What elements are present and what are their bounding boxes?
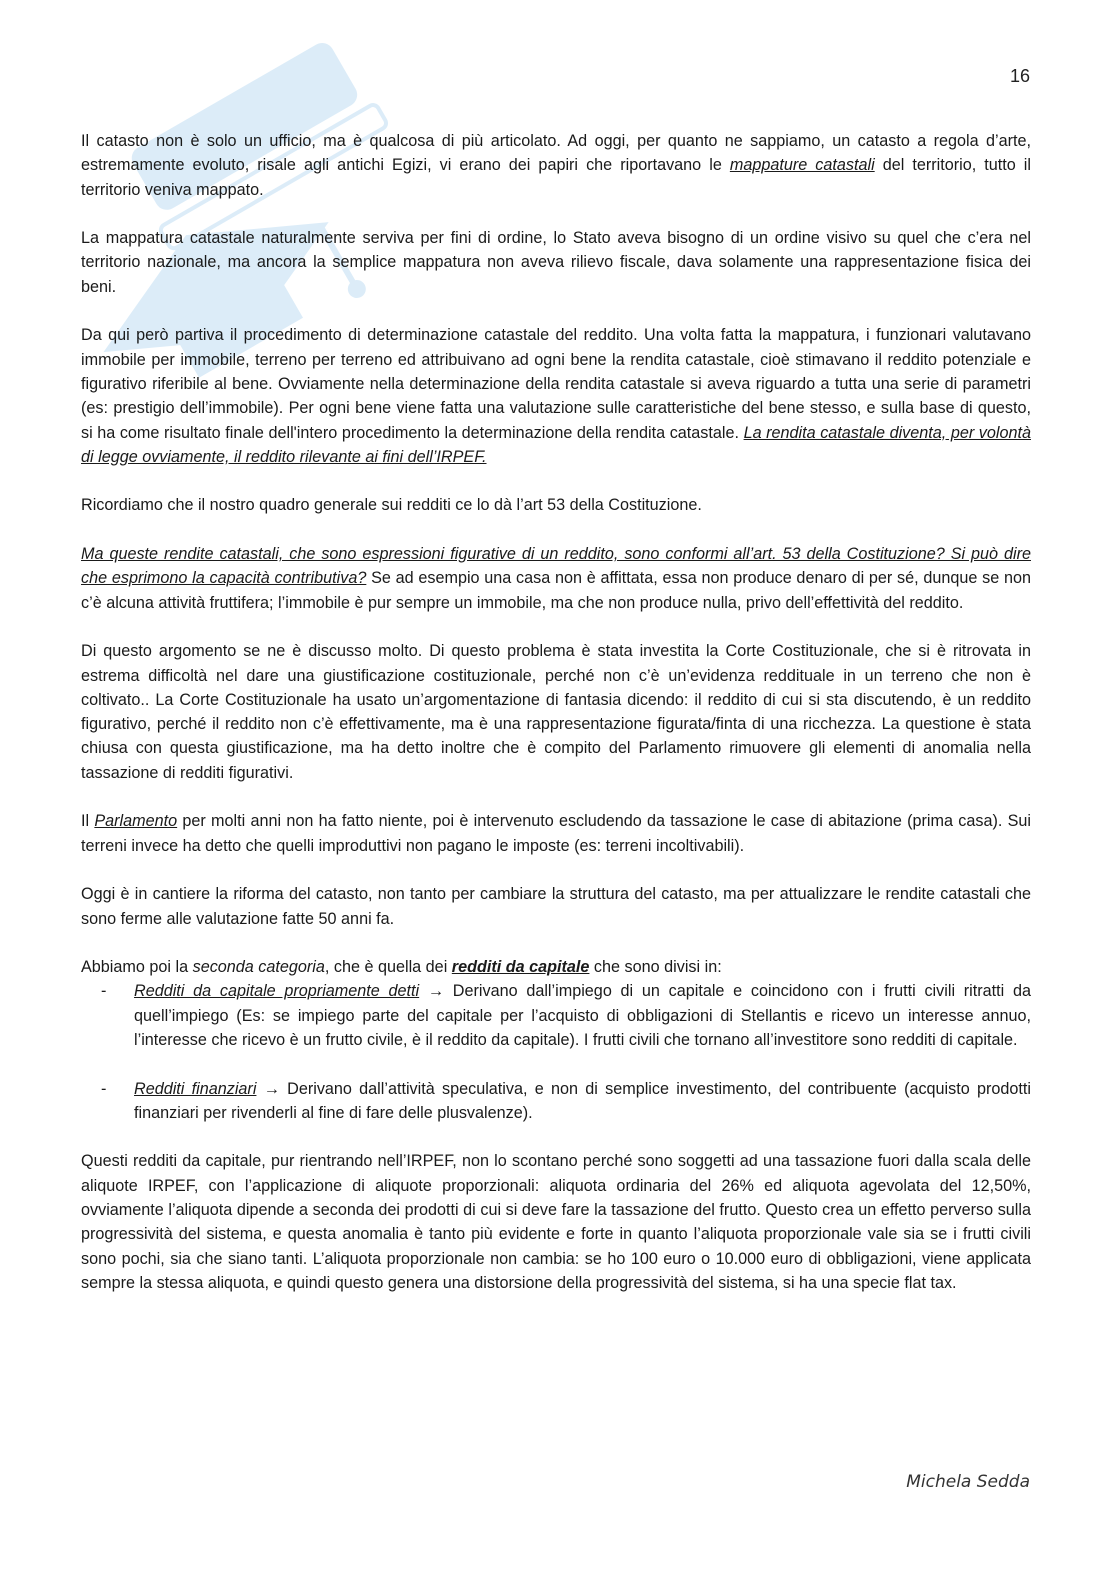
emphasis: Parlamento [94,812,178,831]
paragraph: Ma queste rendite catastali, che sono espressioni figurative di un reddito, sono conformi all’art. 53 della Costituzione? Si può dire che esprimono la capacità contributiva? Se ad esempio una casa non è affittata, essa non produce denaro di per sé, dunque se non c’è alcuna attività fruttifera; l’immobile è pur sempre un immobile, ma che non produce nulla, privo dell’effettività del reddito. [81,545,1032,612]
document-body [81,129,1031,1320]
page-number: 16 [1009,66,1030,86]
emphasis: redditi da capitale [451,958,590,977]
list-item-title: Redditi da capitale propriamente detti [134,982,420,1001]
paragraph: La mappatura catastale naturalmente serviva per fini di ordine, lo Stato aveva bisogno di un ordine visivo su quel che c’era nel territorio nazionale, ma ancora la semplice mappatura non aveva rilievo fiscale, dava solamente una rappresentazione fisica dei beni. [81,229,1031,296]
paragraph: Abbiamo poi la seconda categoria, che è quella dei redditi da capitale che sono divisi in: [81,958,722,977]
list-item: - Redditi finanziari → Derivano dall’attività speculativa, e non di semplice investimento, del contribuente (acquisto prodotti finanziari per rivenderli al fine di fare delle plusvalenze). [101,1079,1031,1122]
emphasis: La rendita catastale diventa, per volontà di legge ovviamente, il reddito rilevante ai fini dell’IRPEF. [81,423,1031,466]
paragraph: Oggi è in cantiere la riforma del catasto, non tanto per cambiare la struttura del catasto, ma per attualizzare le rendite catastali che sono ferme alle valutazione fatte 50 anni fa. [81,885,1031,928]
paragraph: Il Parlamento per molti anni non ha fatto niente, poi è intervenuto escludendo da tassazione le case di abitazione (prima casa). Sui terreni invece ha detto che quelli improduttivi non pagano le imposte (es: terreni incoltivabili). [81,812,1032,855]
author-signature: Michela Sedda [906,1472,1030,1492]
paragraph: Ricordiamo che il nostro quadro generale sui redditi ce lo dà l’art 53 della Costituzione. [81,496,702,515]
emphasis: seconda categoria [192,958,325,977]
emphasis: Ma queste rendite catastali, che sono espressioni figurative di un reddito, sono conformi all’art. 53 della Costituzione? Si può dire che esprimono la capacità contributiva? [81,545,1031,588]
paragraph: Il catasto non è solo un ufficio, ma è qualcosa di più articolato. Ad oggi, per quanto ne sappiamo, un catasto a regola d’arte, estremamente evoluto, risale agli antichi Egizi, vi erano dei papiri che riportavano le mappature catastali del territorio, tutto il territorio veniva mappato. [81,132,1031,199]
list-item-title: Redditi finanziari [134,1079,257,1098]
paragraph: Da qui però partiva il procedimento di determinazione catastale del reddito. Una volta fatta la mappatura, i funzionari valutavano immobile per immobile, terreno per terreno ed attribuivano ad ogni bene la rendita catastale, cioè stimavano il reddito potenziale e figurativo riferibile al bene. Ovviamente nella determinazione della rendita catastale si aveva riguardo a tutta una serie di parametri (es: prestigio dell’immobile). Per ogni bene viene fatta una valutazione sulle caratteristiche del bene stesso, e sulla base di questo, si ha come risultato finale dell'intero procedimento la determinazione della rendita catastale. La rendita catastale diventa, per volontà di legge ovviamente, il reddito rilevante ai fini dell’IRPEF. [81,326,1031,466]
paragraph: Questi redditi da capitale, pur rientrando nell’IRPEF, non lo scontano perché sono soggetti ad una tassazione fuori dalla scala delle aliquote IRPEF, con l’applicazione di aliquote proporzionali: aliquota ordinaria del 26% ed aliquota agevolata del 12,50%, ovviamente l’aliquota dipende a seconda dei prodotti di cui si deve fare la tassazione del frutto. Questo crea un effetto perverso sulla progressività del sistema, e questa anomalia è tanto più evidente e forte in quanto l’aliquota proporzionale vale sia se i frutti civili sono pochi, sia che siano tanti. L’aliquota proporzionale non cambia: se ho 100 euro o 10.000 euro di obbligazioni, viene applicata sempre la stessa aliquota, e quindi questo genera una distorsione della progressività del sistema, si ha una specie flat tax. [81,1152,1031,1292]
paragraph: Di questo argomento se ne è discusso molto. Di questo problema è stata investita la Corte Costituzionale, che si è ritrovata in estrema difficoltà nel dare una giustificazione costituzionale, perché non c’è un’evidenza reddituale in un terreno che non è coltivato.. La Corte Costituzionale ha usato un’argomentazione di fantasia dicendo: il reddito di cui si sta discutendo, è un reddito figurativo, perché il reddito non c’è effettivamente, ma è una rappresentazione figurata/finta di una ricchezza. La questione è stata chiusa con questa giustificazione, ma ha detto inoltre che è compito del Parlamento rimuovere gli elementi di anomalia nella tassazione di redditi figurativi. [81,642,1031,782]
list-item: - Redditi da capitale propriamente detti → Derivano dall’impiego di un capitale e coincidono con i frutti civili ritratti da quell’impiego (Es: se impiego parte del capitale per l’acquisto di obbligazioni di Stellantis e ricevo un interesse annuo, l’interesse che ricevo è un frutto civile, è il reddito da capitale). I frutti civili che tornano all’investitore sono redditi di capitale. [101,982,1031,1049]
income-list [81,979,1031,1125]
emphasis: mappature catastali [729,156,875,175]
